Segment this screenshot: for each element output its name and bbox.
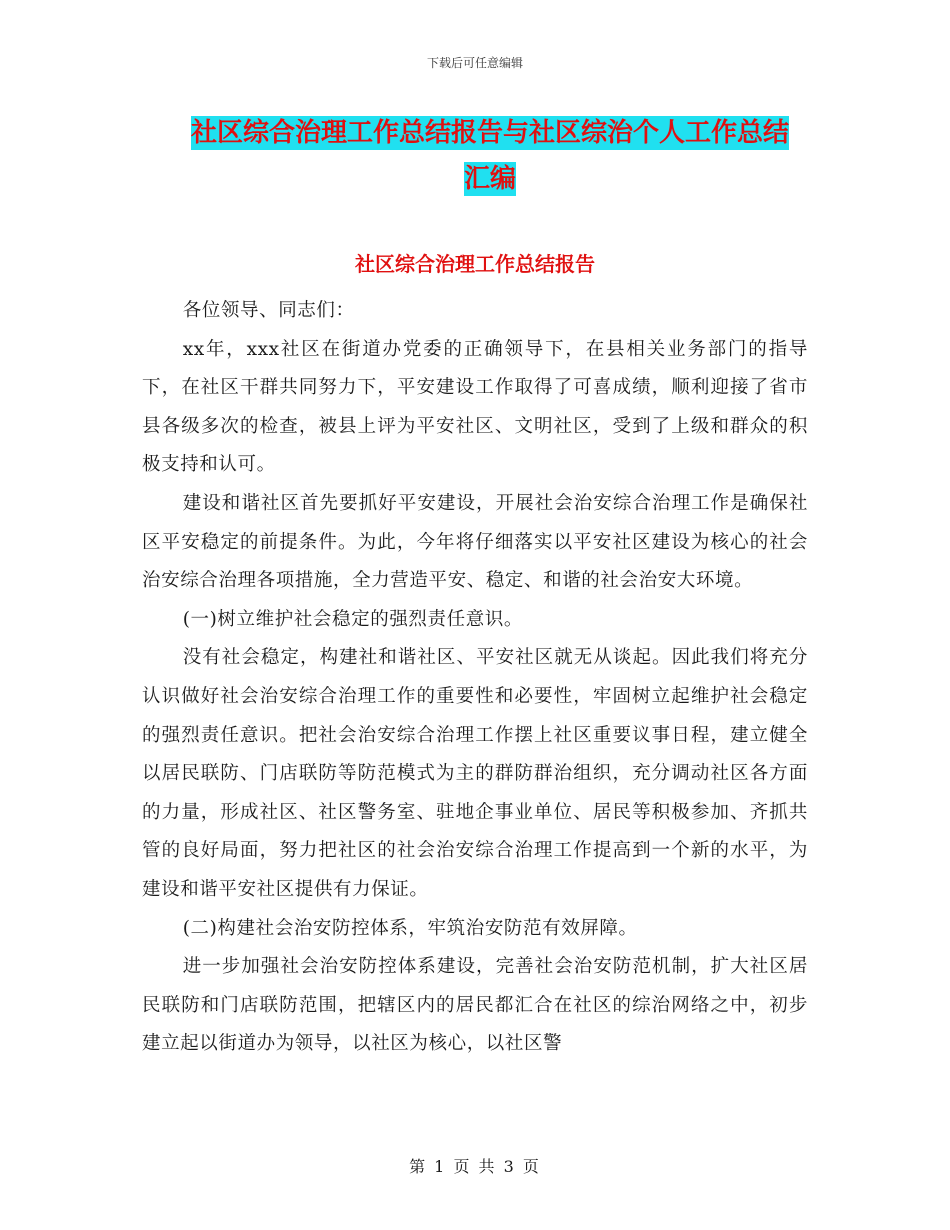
salutation: 各位领导、同志们： [182,300,355,321]
paragraph: 进一步加强社会治安防控体系建设，完善社会治安防范机制，扩大社区居民联防和门店联防范围，把辖区内的居民都汇合在社区的综治网络之中，初步建立起以街道办为领导，以社区为核心，以社区警 [142,956,808,1055]
document-title-line-1: 社区综合治理工作总结报告与社区综治个人工作总结 [190,118,789,148]
document-title [140,110,840,202]
document-body [142,292,808,1064]
page-footer: 第 1 页 共 3 页 [409,1157,541,1176]
subheading: (二)构建社会治安防控体系，牢筑治安防范有效屏障。 [182,917,638,939]
paragraph: xx年，xxx社区在街道办党委的正确领导下，在县相关业务部门的指导下，在社区干群共同努力下，平安建设工作取得了可喜成绩，顺利迎接了省市县各级多次的检查，被县上评为平安社区、文明社区，受到了上级和群众的积极支持和认可。 [142,338,808,476]
subheading: (一)树立维护社会稳定的强烈责任意识。 [182,608,524,630]
document-title-line-2: 汇编 [463,164,516,194]
section-title: 社区综合治理工作总结报告 [355,252,595,276]
paragraph: 没有社会稳定，构建社和谐社区、平安社区就无从谈起。因此我们将充分认识做好社会治安综合治理工作的重要性和必要性，牢固树立起维护社会稳定的强烈责任意识。把社会治安综合治理工作摆上社区重要议事日程，建立健全以居民联防、门店联防等防范模式为主的群防群治组织，充分调动社区各方面的力量，形成社区、社区警务室、驻地企事业单位、居民等积极参加、齐抓共管的良好局面，努力把社区的社会治安综合治理工作提高到一个新的水平，为建设和谐平安社区提供有力保证。 [142,647,808,900]
header-note: 下载后可任意编辑 [426,56,523,70]
paragraph: 建设和谐社区首先要抓好平安建设，开展社会治安综合治理工作是确保社区平安稳定的前提条件。为此，今年将仔细落实以平安社区建设为核心的社会治安综合治理各项措施，全力营造平安、稳定、和谐的社会治安大环境。 [142,492,808,592]
